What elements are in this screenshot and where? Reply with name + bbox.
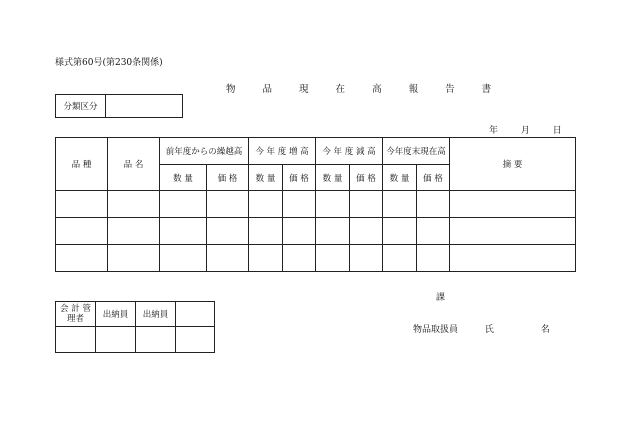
clerk-label: 出納員	[96, 302, 136, 327]
table-row	[56, 245, 576, 272]
table-cell[interactable]	[450, 245, 576, 272]
table-cell[interactable]	[417, 245, 450, 272]
name-label-surname: 氏	[484, 325, 494, 335]
table-cell[interactable]	[316, 191, 350, 218]
table-cell[interactable]	[249, 245, 283, 272]
table-row	[56, 191, 576, 218]
accountant-stamp-field[interactable]	[56, 327, 96, 353]
table-cell[interactable]	[350, 218, 383, 245]
inventory-table	[55, 137, 576, 272]
form-code: 様式第60号(第230条関係)	[55, 58, 163, 68]
table-cell[interactable]	[207, 245, 249, 272]
clerk-stamp-field[interactable]	[96, 327, 136, 353]
sub-header-price: 価 格	[207, 165, 249, 191]
table-cell[interactable]	[160, 191, 207, 218]
sub-header-price: 価 格	[350, 165, 383, 191]
date-day-label: 日	[552, 126, 562, 136]
accountant-label: 会 計 管理者	[56, 302, 96, 327]
table-cell[interactable]	[56, 245, 108, 272]
table-cell[interactable]	[283, 218, 316, 245]
form-title: 物 品 現 在 高 報 告 書	[226, 84, 504, 95]
date-line	[489, 123, 582, 136]
table-cell[interactable]	[383, 218, 417, 245]
sub-header-qty: 数 量	[160, 165, 207, 191]
table-cell[interactable]	[160, 218, 207, 245]
category-table	[55, 94, 183, 118]
date-year-label: 年	[489, 126, 499, 136]
header-year-end: 今年度末現在高	[383, 138, 450, 165]
header-item-type: 品 種	[56, 138, 108, 191]
table-cell[interactable]	[56, 218, 108, 245]
table-cell[interactable]	[283, 245, 316, 272]
table-cell[interactable]	[108, 218, 160, 245]
table-cell[interactable]	[316, 245, 350, 272]
table-cell[interactable]	[207, 191, 249, 218]
approval-stamp-table	[55, 301, 215, 353]
table-cell[interactable]	[108, 245, 160, 272]
table-cell[interactable]	[249, 218, 283, 245]
table-cell[interactable]	[450, 191, 576, 218]
header-remarks: 摘 要	[450, 138, 576, 191]
table-cell[interactable]	[417, 191, 450, 218]
handler-line	[413, 322, 550, 335]
table-cell[interactable]	[249, 191, 283, 218]
date-month-label: 月	[520, 126, 530, 136]
table-cell[interactable]	[56, 191, 108, 218]
stamp-field[interactable]	[176, 327, 215, 353]
header-item-name: 品 名	[108, 138, 160, 191]
name-label-given: 名	[540, 325, 550, 335]
clerk-stamp-field[interactable]	[136, 327, 176, 353]
sub-header-qty: 数 量	[316, 165, 350, 191]
table-cell[interactable]	[417, 218, 450, 245]
table-cell[interactable]	[350, 245, 383, 272]
category-value-field[interactable]	[106, 95, 183, 118]
category-label: 分類区分	[56, 95, 106, 118]
table-cell[interactable]	[108, 191, 160, 218]
clerk-label: 出納員	[136, 302, 176, 327]
table-cell[interactable]	[316, 218, 350, 245]
table-cell[interactable]	[283, 191, 316, 218]
table-row	[56, 218, 576, 245]
header-decrease: 今 年 度 減 高	[316, 138, 383, 165]
header-carryover: 前年度からの繰越高	[160, 138, 249, 165]
sub-header-qty: 数 量	[383, 165, 417, 191]
sub-header-price: 価 格	[283, 165, 316, 191]
table-cell[interactable]	[207, 218, 249, 245]
handler-label: 物品取扱員	[413, 325, 459, 335]
stamp-header-blank	[176, 302, 215, 327]
header-increase: 今 年 度 増 高	[249, 138, 316, 165]
table-cell[interactable]	[160, 245, 207, 272]
table-cell[interactable]	[383, 191, 417, 218]
table-cell[interactable]	[350, 191, 383, 218]
table-cell[interactable]	[383, 245, 417, 272]
table-cell[interactable]	[450, 218, 576, 245]
section-label: 課	[436, 293, 446, 303]
sub-header-price: 価 格	[417, 165, 450, 191]
sub-header-qty: 数 量	[249, 165, 283, 191]
